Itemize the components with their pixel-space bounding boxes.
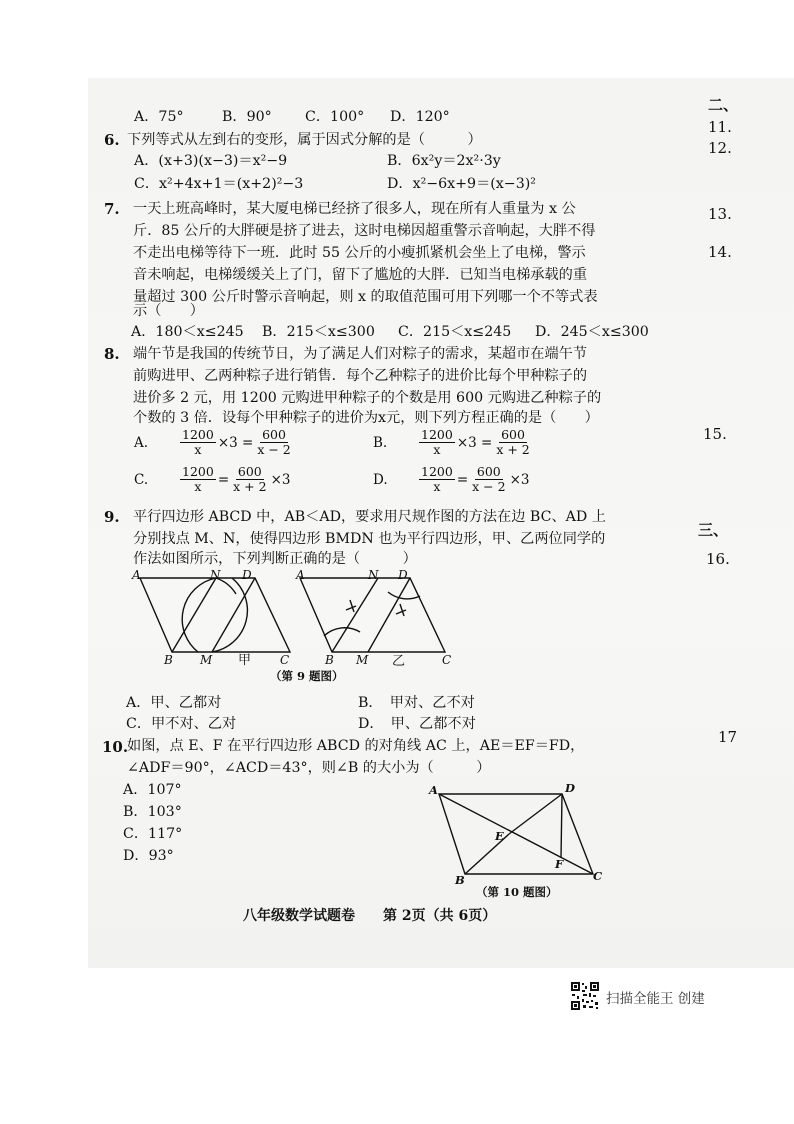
q10-figure <box>425 778 611 888</box>
q7-line-5: 量超过 300 公斤时警示音响起，则 x 的取值范围可用下列哪一个不等式表 <box>133 289 598 305</box>
q8-option-c: C. $\frac{1200}{x}$ = $\frac{600}{x + 2}$ ×3 <box>134 464 291 494</box>
q8-line-3: 进价多 2 元，用 1200 元购进甲种粽子的个数是用 600 元购进乙种粽子的 <box>133 390 602 406</box>
q10-line-2: ∠ADF＝90°，∠ACD＝43°，则∠B 的大小为（ ） <box>127 760 491 776</box>
q15-number: 15. <box>703 425 727 443</box>
q8-option-b: B. $\frac{1200}{x}$ ×3 = $\frac{600}{x + 2}$ <box>373 427 530 457</box>
q7-option-a: A．180＜x≤245 <box>131 324 244 340</box>
q9-option-c: C．甲不对、乙对 <box>126 716 237 732</box>
q9-option-a: A．甲、乙都对 <box>126 695 222 711</box>
q9-jia-label-m: M <box>200 653 213 667</box>
page-footer: 八年级数学试题卷 第 2页（共 6页） <box>243 908 497 924</box>
q12-number: 12. <box>708 139 732 157</box>
q9-yi-arc-2 <box>388 592 420 599</box>
q6-option-d: D．x²−6x+9＝(x−3)² <box>387 176 536 192</box>
q9-yi-label-b: B <box>325 653 334 667</box>
q10-segment-df <box>561 794 562 858</box>
q9-yi-label-m: M <box>356 653 369 667</box>
q9-yi-label-n: N <box>368 568 379 582</box>
q6-option-c: C．x²+4x+1＝(x+2)²−3 <box>134 176 304 192</box>
section-2-heading: 二、 <box>708 96 739 114</box>
q10-diagonal-ac <box>439 794 593 874</box>
q9-jia-label-n: N <box>210 568 221 582</box>
q6-option-b: B．6x²y＝2x²·3y <box>387 153 501 169</box>
q9-line-2: 分别找点 M、N，使得四边形 BMDN 也为平行四边形，甲、乙两位同学的 <box>133 531 606 547</box>
q8-option-a: A. $\frac{1200}{x}$ ×3 = $\frac{600}{x - 2}$ <box>134 427 291 457</box>
q9-jia-label-c: C <box>280 653 290 667</box>
q7-option-c: C．215＜x≤245 <box>398 324 512 340</box>
q8-number: 8. <box>104 345 120 363</box>
q9-number: 9. <box>104 508 120 526</box>
q6-option-a: A．(x+3)(x−3)＝x²−9 <box>134 153 288 169</box>
q7-line-4: 音未响起，电梯缓缓关上了门，留下了尴尬的大胖．已知当电梯承载的重 <box>133 267 588 283</box>
q10-line-1: 如图，点 E、F 在平行四边形 ABCD 的对角线 AC 上，AE＝EF＝FD， <box>127 738 585 754</box>
q8-option-d: D. $\frac{1200}{x}$ = $\frac{600}{x - 2}$ ×3 <box>373 464 530 494</box>
q8-line-1: 端午节是我国的传统节日，为了满足人们对粽子的需求，某超市在端午节 <box>133 346 588 362</box>
q9-jia-arc-1 <box>182 578 216 652</box>
q6-number: 6. <box>104 131 120 149</box>
q9-line-3: 作法如图所示，下列判断正确的是（ ） <box>133 551 417 567</box>
q9-jia-label-d: D <box>242 568 252 582</box>
q9-caption: （第 9 题图） <box>270 669 344 683</box>
q10-label-e: E <box>495 829 504 843</box>
q10-label-c: C <box>593 869 603 883</box>
q5-option-d: D．120° <box>390 109 450 125</box>
q7-line-1: 一天上班高峰时，某大厦电梯已经挤了很多人，现在所有人重量为 x 公 <box>133 201 576 217</box>
qr-code-icon <box>570 981 600 1011</box>
q9-yi-mark-1 <box>346 600 356 612</box>
q5-option-b: B．90° <box>222 109 272 125</box>
q14-number: 14. <box>708 243 732 261</box>
q13-number: 13. <box>708 205 732 223</box>
q9-figure <box>120 566 480 670</box>
q10-option-a: A．107° <box>123 782 182 798</box>
q16-number: 16. <box>706 550 730 568</box>
q10-number: 10. <box>102 738 129 756</box>
q5-option-c: C．100° <box>305 109 365 125</box>
q10-label-f: F <box>555 857 564 871</box>
q10-option-d: D．93° <box>123 848 174 864</box>
q10-label-a: A <box>429 783 438 797</box>
q10-option-c: C．117° <box>123 826 183 842</box>
q10-segment-de <box>509 794 562 834</box>
q7-line-3: 不走出电梯等待下一班．此时 55 公斤的小瘦抓紧机会坐上了电梯，警示 <box>133 245 586 261</box>
q9-jia-arc-2 <box>212 578 247 652</box>
q10-caption: （第 10 题图） <box>476 885 558 899</box>
q9-yi-label-c: C <box>442 653 452 667</box>
q17-number: 17 <box>718 728 738 746</box>
q9-jia-name: 甲 <box>238 653 252 668</box>
q5-option-a: A．75° <box>134 109 184 125</box>
q9-yi-mark-2 <box>396 604 406 616</box>
q9-jia-label-a: A <box>132 568 141 582</box>
q11-number: 11. <box>708 118 732 136</box>
q9-yi-segment-bn <box>332 578 378 652</box>
q9-jia-label-b: B <box>164 653 173 667</box>
q7-line-2: 斤．85 公斤的大胖硬是挤了进去，这时电梯因超重警示音响起，大胖不得 <box>133 223 596 239</box>
q8-line-2: 前购进甲、乙两种粽子进行销售．每个乙种粽子的进价比每个甲种粽子的 <box>133 368 588 384</box>
q7-option-d: D．245＜x≤300 <box>535 324 649 340</box>
q9-yi-label-d: D <box>398 568 408 582</box>
q9-yi-label-a: A <box>296 568 305 582</box>
q9-yi-name: 乙 <box>392 654 406 669</box>
q9-option-d: D． 甲、乙都不对 <box>358 716 476 732</box>
q9-jia-parallelogram <box>140 578 290 652</box>
q8-line-4: 个数的 3 倍．设每个甲种粽子的进价为x元，则下列方程正确的是（ ） <box>133 410 599 426</box>
section-3-heading: 三、 <box>698 521 729 539</box>
q6-stem: 下列等式从左到右的变形，属于因式分解的是（ ） <box>127 132 482 148</box>
q9-yi-parallelogram <box>300 578 445 652</box>
q7-number: 7. <box>104 200 120 218</box>
q9-option-b: B． 甲对、乙不对 <box>358 695 475 711</box>
q7-line-6: 示（ ） <box>133 303 204 319</box>
q7-option-b: B．215＜x≤300 <box>262 324 375 340</box>
q10-option-b: B．103° <box>123 804 182 820</box>
q10-label-b: B <box>455 873 465 887</box>
q10-label-d: D <box>565 781 575 795</box>
q9-line-1: 平行四边形 ABCD 中，AB＜AD，要求用尺规作图的方法在边 BC、AD 上 <box>133 509 606 525</box>
scanner-watermark: 扫描全能王 创建 <box>606 991 705 1007</box>
